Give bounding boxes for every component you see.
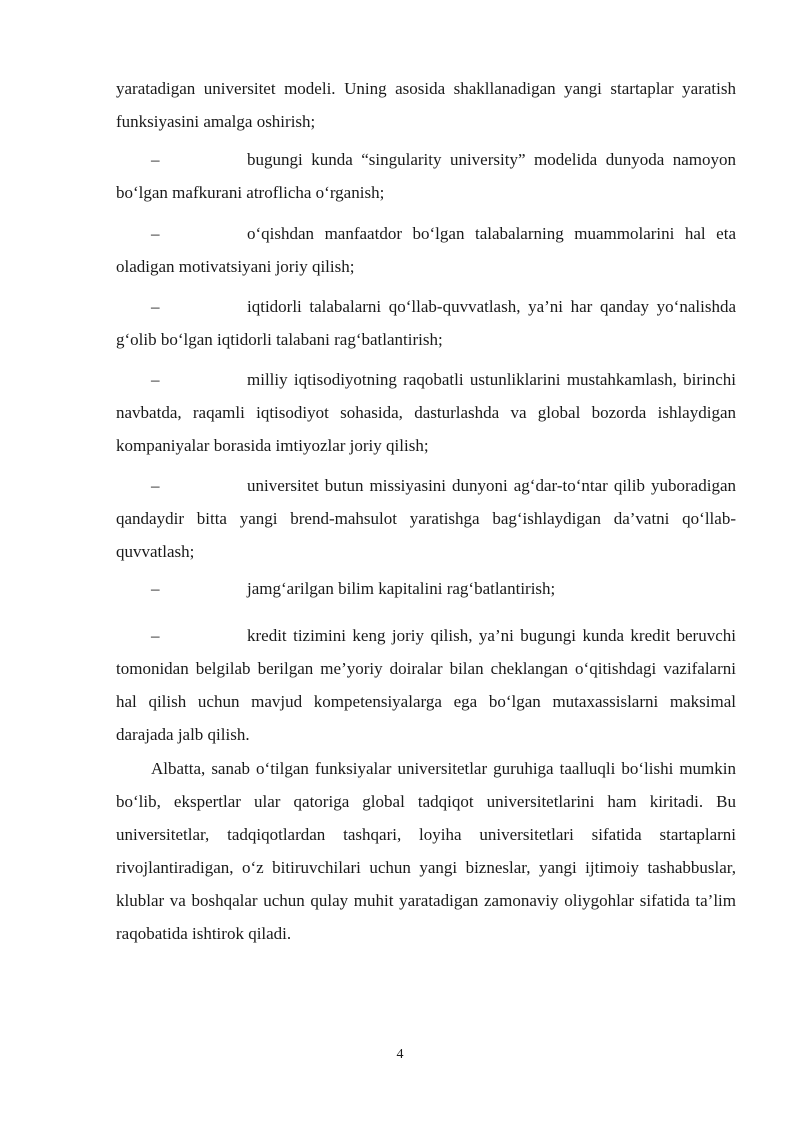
list-item [116, 619, 736, 751]
list-item [116, 572, 736, 605]
bullet-dash: – [151, 476, 160, 495]
list-item-text: o‘qishdan manfaatdor bo‘lgan talabalarning muammolarini hal eta oladigan motivatsiyani joriy qilish; [116, 224, 736, 276]
list-item-text: universitet butun missiyasini dunyoni ag‘dar-to‘ntar qilib yuboradigan qandaydir bitta yangi brend-mahsulot yaratishga bag‘ishlaydigan da’vatni qo‘llab-quvvatlash; [116, 476, 736, 561]
list-item-text: milliy iqtisodiyotning raqobatli ustunliklarini mustahkamlash, birinchi navbatda, raqamli iqtisodiyot sohasida, dasturlashda va global bozorda ishlaydigan kompaniyalar borasida imtiyozlar joriy qilish; [116, 370, 736, 455]
list-item [116, 290, 736, 356]
list-item [116, 469, 736, 568]
list-item [116, 143, 736, 209]
bullet-dash: – [151, 224, 160, 243]
list-item-text: kredit tizimini keng joriy qilish, ya’ni bugungi kunda kredit beruvchi tomonidan belgilab berilgan me’yoriy doiralar bilan cheklangan o‘qitishdagi vazifalarni hal qilish uchun mavjud kompetensiyalarga ega bo‘lgan mutaxassislarni maksimal darajada jalb qilish. [116, 626, 736, 744]
bullet-dash: – [151, 626, 160, 645]
bullet-dash: – [151, 297, 160, 316]
bullet-dash: – [151, 150, 160, 169]
list-item-text: bugungi kunda “singularity university” modelida dunyoda namoyon bo‘lgan mafkurani atroflicha o‘rganish; [116, 150, 736, 202]
closing-paragraph: Albatta, sanab o‘tilgan funksiyalar universitetlar guruhiga taalluqli bo‘lishi mumkin bo‘lib, ekspertlar ular qatoriga global tadqiqot universitetlarini ham kiritadi. Bu universitetlar, tadqiqotlardan tashqari, loyiha universitetlari sifatida startaplarni rivojlantiradigan, o‘z bitiruvchilari uchun yangi bizneslar, yangi ijtimoiy tashabbuslar, klublar va boshqalar uchun qulay muhit yaratadigan zamonaviy oliygohlar sifatida ta’lim raqobatida ishtirok qiladi. [116, 759, 736, 943]
bullet-dash: – [151, 579, 160, 598]
list-item [116, 363, 736, 462]
intro-text: yaratadigan universitet modeli. Uning asosida shakllanadigan yangi startaplar yaratish funksiyasini amalga oshirish; [116, 79, 736, 131]
page-number: 4 [396, 1047, 404, 1062]
bullet-dash: – [151, 370, 160, 389]
list-item-text: iqtidorli talabalarni qo‘llab-quvvatlash, ya’ni har qanday yo‘nalishda g‘olib bo‘lgan iqtidorli talabani rag‘batlantirish; [116, 297, 736, 349]
list-item [116, 217, 736, 283]
list-item-text: jamg‘arilgan bilim kapitalini rag‘batlantirish; [247, 579, 556, 598]
